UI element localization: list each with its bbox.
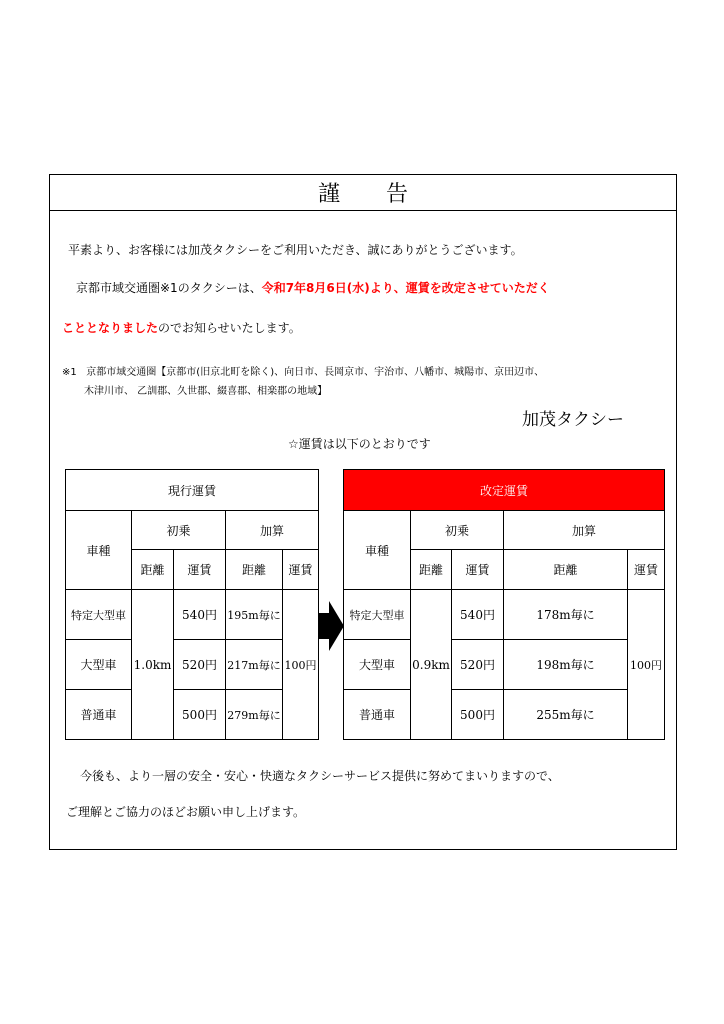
current-add-fare: 100円	[283, 590, 319, 740]
announcement-date-highlight: 令和7年8月6日(水)より、運賃を改定させていただく	[261, 281, 550, 295]
current-col-initial: 初乗	[132, 511, 226, 550]
current-row-add-distance: 279m毎に	[226, 690, 283, 740]
revised-row-type: 特定大型車	[344, 590, 411, 640]
notice-frame	[49, 174, 677, 850]
current-col-vehicle-type: 車種	[66, 511, 132, 590]
revised-col-additional: 加算	[504, 511, 665, 550]
footnote-line-1	[62, 363, 544, 378]
footnote-line-2: 木津川市、 乙訓郡、久世郡、綴喜郡、相楽郡の地域】	[84, 386, 328, 397]
announcement-intro: 京都市域交通圏※1のタクシーは、	[76, 281, 262, 295]
current-row-fare: 520円	[174, 640, 226, 690]
revised-sub-distance: 距離	[411, 550, 452, 590]
current-row-type: 特定大型車	[66, 590, 132, 640]
announcement-highlight-2: こととなりました	[62, 321, 159, 335]
closing-line-1: 今後も、より一層の安全・安心・快適なタクシーサービス提供に努めてまいりますので、	[80, 769, 560, 783]
footnote-text-1: 京都市域交通圏【京都市(旧京北町を除く)、向日市、長岡京市、宇治市、八幡市、城陽市、京田辺市、	[86, 367, 545, 378]
revised-sub-add-distance: 距離	[504, 550, 628, 590]
arrow-right-icon	[318, 601, 344, 651]
revised-sub-fare: 運賃	[452, 550, 504, 590]
current-row-type: 普通車	[66, 690, 132, 740]
current-row-add-distance: 195m毎に	[226, 590, 283, 640]
current-sub-fare: 運賃	[174, 550, 226, 590]
current-row-add-distance: 217m毎に	[226, 640, 283, 690]
revised-col-initial: 初乗	[411, 511, 504, 550]
revised-row-fare: 500円	[452, 690, 504, 740]
current-sub-add-fare: 運賃	[283, 550, 319, 590]
current-fare-table	[65, 469, 319, 740]
current-initial-distance: 1.0km	[132, 590, 174, 740]
revised-row-type: 普通車	[344, 690, 411, 740]
revised-fare-table	[343, 469, 665, 740]
announcement-line-2	[62, 319, 301, 336]
table-row	[344, 590, 665, 640]
revised-row-type: 大型車	[344, 640, 411, 690]
revised-row-fare: 520円	[452, 640, 504, 690]
company-name: 加茂タクシー	[522, 410, 624, 430]
revised-fare-title: 改定運賃	[344, 470, 665, 511]
table-row	[66, 640, 319, 690]
revised-initial-distance: 0.9km	[411, 590, 452, 740]
revised-row-add-distance: 198m毎に	[504, 640, 628, 690]
revised-col-vehicle-type: 車種	[344, 511, 411, 590]
current-row-fare: 500円	[174, 690, 226, 740]
revised-row-fare: 540円	[452, 590, 504, 640]
revised-row-add-distance: 178m毎に	[504, 590, 628, 640]
current-col-additional: 加算	[226, 511, 319, 550]
table-row	[66, 590, 319, 640]
current-row-type: 大型車	[66, 640, 132, 690]
current-sub-distance: 距離	[132, 550, 174, 590]
current-sub-add-distance: 距離	[226, 550, 283, 590]
table-row	[344, 690, 665, 740]
revised-row-add-distance: 255m毎に	[504, 690, 628, 740]
announcement-ending: のでお知らせいたします。	[158, 321, 301, 335]
table-row	[344, 640, 665, 690]
closing-line-2: ご理解とご協力のほどお願い申し上げます。	[66, 805, 306, 819]
revised-add-fare: 100円	[628, 590, 665, 740]
revised-sub-add-fare: 運賃	[628, 550, 665, 590]
table-row	[66, 690, 319, 740]
current-fare-title: 現行運賃	[66, 470, 319, 511]
greeting-paragraph: 平素より、お客様には加茂タクシーをご利用いただき、誠にありがとうございます。	[68, 243, 523, 257]
current-row-fare: 540円	[174, 590, 226, 640]
title-bar	[50, 175, 676, 211]
announcement-line-1	[76, 279, 550, 296]
notice-title: 謹告	[317, 182, 454, 207]
footnote-mark: ※1	[62, 367, 77, 378]
fare-caption: ☆運賃は以下のとおりです	[288, 437, 431, 451]
